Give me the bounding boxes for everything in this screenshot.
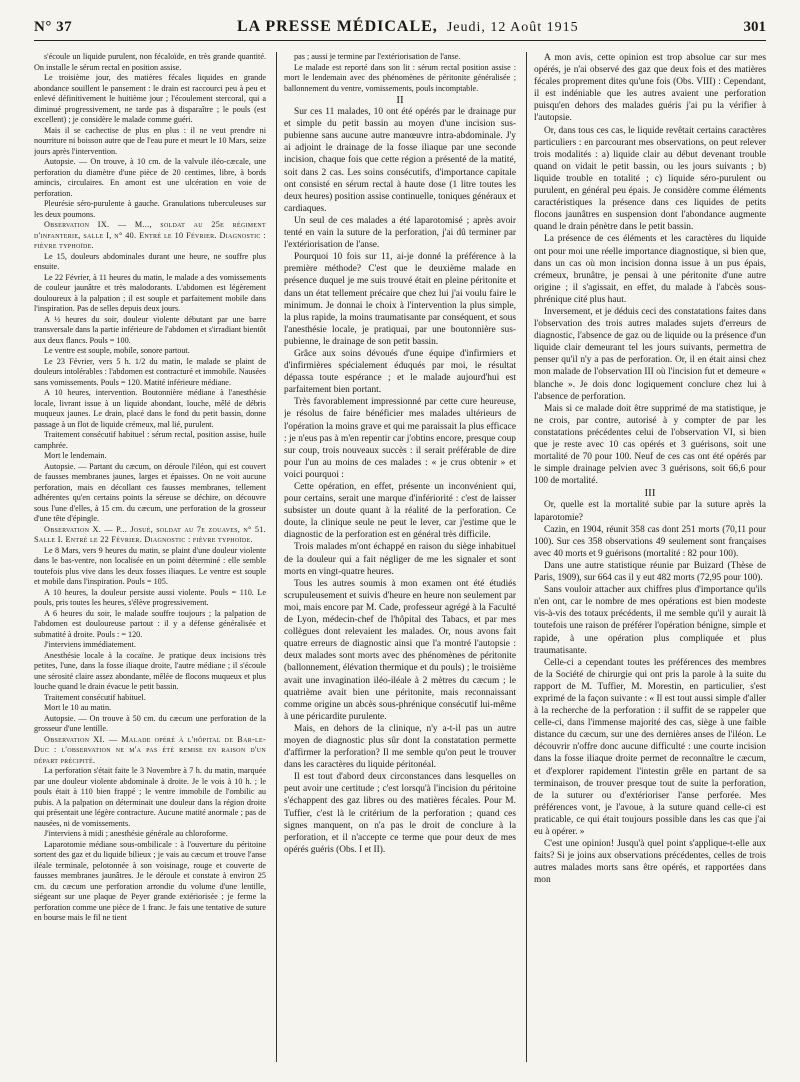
paragraph: Mort le 10 au matin. [44,703,112,712]
paragraph: Le 15, douleurs abdominales durant une heure, ne souffre plus ensuite. [34,251,266,271]
paragraph: A ½ heures du soir, douleur violente débutant par une barre transversale dans la partie inférieure de l'abdomen et s'irradiant bientôt aux deux flancs. Pouls = 100. [34,314,266,345]
page-number: 301 [743,18,766,35]
paragraph: Mais, en dehors de la clinique, n'y a-t-il pas un autre moyen de diagnostic plus sûr dont la constatation permette d'affirmer la perforation? Il me semble qu'on peut le trouver dans les caractères du liquide péritonéal. [284,723,516,771]
paragraph: Pourquoi 10 fois sur 11, ai-je donné la préférence à la première méthode? C'est que le deuxième malade en présence duquel je me suis trouvé était en pleine péritonite et dans un état tellement précaire que chez lui j'ai voulu faire le minimum. Je donnai le choix à l'intervention la plus simple, la plus rapide, la moins traumatisante par conséquent, et sous l'anesthésie locale, je pratiquai, par une boutonnière sus-pubienne, le drainage de son petit bassin. [284,252,516,347]
column-middle-text [284,106,516,856]
paragraph: Sur ces 11 malades, 10 ont été opérés par le drainage pur et simple du petit bassin au moyen d'une incision sus-pubienne sans aucune autre manœuvre intra-abdominale. J'y ai adjoint le drainage de la fosse iliaque par une seconde incision, chaque fois que cette région a présenté de la matité, soit dans 2 cas. Les soins consécutifs, d'importance capitale ont consisté en sérum rectal à haute dose (1 litre toutes les deux heures) position assise continuelle, toniques généraux et cardiaques. [284,107,516,214]
paragraph: Or, quelle est la mortalité subie par la suture après la laparotomie? [534,500,766,523]
paragraph: Anesthésie locale à la cocaïne. Je pratique deux incisions très petites, l'une, dans la fosse iliaque droite, l'autre médiane ; il s'écoule une sérosité claire assez abondante, mêlée de flocons muqueux et plus louche quand le drain évacue le petit bassin. [34,650,266,691]
issue-date: Jeudi, 12 Août 1915 [446,20,579,35]
paragraph: La perforation s'était faite le 3 Novembre à 7 h. du matin, marquée par une douleur violente abdominale à droite. Je le vois à 10 h. ; le pouls était à 110 bien frappé ; le ventre immobile de l'ombilic au pubis. A la palpation on déterminait une douleur dans la région droite qui présentait une légère contracture. Aucune matité anormale ; pas de nausées, ni de vomissements. [34,766,266,828]
paragraph: Grâce aux soins dévoués d'une équipe d'infirmiers et d'infirmières spécialement éduqués par moi, le résultat dépassa toute espérance ; et le malade aujourd'hui est parfaitement bien portant. [284,348,516,396]
column-left [34,52,266,1072]
paragraph: s'écoule un liquide purulent, non fécaloïde, en très grande quantité. On installe le sérum rectal en position assise. [34,52,266,72]
article-body [34,52,766,1072]
paragraph: Le troisième jour, des matières fécales liquides en grande abondance souillent le pansement : le drain est raccourci peu à peu et enlevé définitivement le huitième jour ; l'écoulement stercoral, qui a diminué progressivement, ne tarde pas à disparaître ; le pouls (est excellent) ; je considère le malade comme guéri. [34,73,266,124]
paragraph: Le 22 Février, à 11 heures du matin, le malade a des vomissements de couleur jaunâtre et très malodorants. L'abdomen est légèrement douloureux à la palpation ; il est souple et parfaitement mobile dans l'inspiration. Pas de selles depuis deux jours. [34,272,266,313]
paragraph: Dans une autre statistique réunie par Buizard (Thèse de Paris, 1909), sur 664 cas il y eut 482 morts (72,95 pour 100). [534,560,766,584]
paragraph: Observation XI. — Malade opéré à l'hôpital de Bar-le-Duc : l'observation ne m'a pas été remise en raison d'un départ précipité. [34,734,266,765]
column-right [534,52,766,1072]
paragraph: Très favorablement impressionné par cette cure heureuse, je résolus de faire bénéficier mes malades ultérieurs de l'opération la moins grave et qui me paraissait la plus efficace : je n'eus pas à m'en repentir car j'obtins encore, presque coup sur coup, trois nouveaux succès : il serait préférable de dire pour l'un au moins de ces malades : « je crus obtenir » et voici pourquoi : [284,397,516,480]
paragraph: Autopsie. — On trouve, à 10 cm. de la valvule iléo-cæcale, une perforation du diamètre d'une pièce de 20 centimes, libre, à bords amincis, circulaires. En amont est une ulcération en voie de perforation. [34,157,266,198]
paragraph: Cazin, en 1904, réunit 358 cas dont 251 morts (70,11 pour 100). Sur ces 358 observations 49 seulement sont françaises avec 40 morts et 9 guérisons (mortalité : 82 pour 100). [534,524,766,559]
paragraph: J'interviens immédiatement. [44,640,136,649]
column-left-text [34,52,266,924]
paragraph: Observation IX. — M..., soldat au 25e régiment d'infanterie, salle I, n° 40. Entré le 10 Février. Diagnostic : fièvre typhoïde. [34,220,266,250]
paragraph: Traitement consécutif habituel. [44,692,146,702]
paragraph: Inversement, et je déduis ceci des constatations faites dans l'observation des trois autres malades sujets d'erreurs de diagnostic, l'absence de gaz ou de liquide ou la présence d'un liquide clair demeurant tel les jours suivants, permettra de penser qu'il n'y a pas de perforation. Or, il en était ainsi chez mon malade de l'observation III où l'incision fut et demeure « blanche ». Je dois donc logiquement conclure chez lui à l'absence de perforation. [534,306,766,402]
paragraph: A 10 heures, intervention. Boutonnière médiane à l'anesthésie locale, livrant issue à un liquide abondant, louche, mêlé de débris muqueux jaunes. Le drain, placé dans le fond du petit bassin, donne passage à un flot de liquide crémeux, mal lié, purulent. [34,388,266,429]
paragraph: Le malade est reporté dans son lit : sérum rectal position assise : mort le lendemain avec des phénomènes de péritonite généralisée ; ballonnement du ventre, vomissements, pouls incomptable. [284,62,516,93]
journal-title [237,18,579,36]
paragraph: Sans vouloir attacher aux chiffres plus d'importance qu'ils n'en ont, car le nombre de mes opérations est bien modeste vis-à-vis des totaux précédents, il me semble qu'il y aurait là toutefois une raison de préférer l'opération bénigne, simple et rapide, à une opération plus compliquée et plus traumatisante. [534,585,766,656]
paragraph: Cette opération, en effet, présente un inconvénient qui, pour certains, serait une marque d'infériorité : c'est de laisser subsister un doute quant à la réalité de la perforation. Ce doute, la clinique seule ne peut le lever, car j'estime que le diagnostic de la perforation est en général très difficile. [284,482,516,541]
column-middle-end-obs [284,52,516,94]
paragraph: Il est tout d'abord deux circonstances dans lesquelles on peut avoir une certitude ; c'est lorsqu'à l'incision du péritoine s'échappent des gaz libres ou des matières fécales. Pour M. Tuffier, c'est là le critérium de la perforation ; quand ces signes manquent, on n'a pas le droit de conclure à la perforation, et il n'accepte ce terme que pour deux de mes opérés guéris (Obs. I et II). [284,772,516,855]
paragraph: C'est une opinion! Jusqu'à quel point s'applique-t-elle aux faits? Si je joins aux observations précédentes, celles de trois autres malades morts sans être opérés, et rapportées dans mon [534,839,766,886]
journal-name: LA PRESSE MÉDICALE, [236,18,438,35]
paragraph: Laparotomie médiane sous-ombilicale : à l'ouverture du péritoine sortent des gaz et du liquide bilieux ; je vais au cæcum et trouve l'anse iléale terminale, pelotonnée à son voisinage, rouge et couverte de fausses membranes jaunâtres. Je le déroule et constate à environ 25 cm. du cæcum une perforation arrondie du volume d'une lentille, siégeant sur une plaque de Peyer grande extériorisée ; je ferme la perforation comme une pièce de 1 franc. Je fais une tentative de suture en bourse mais le fil ne tient [34,839,266,922]
column-middle [284,52,516,1072]
page-header [34,14,766,41]
paragraph: Trois malades m'ont échappé en raison du siège inhabituel de la douleur qui a fait négliger de me les signaler et sont morts en vingt-quatre heures. [284,542,516,577]
paragraph: Le 8 Mars, vers 9 heures du matin, se plaint d'une douleur violente dans le bas-ventre, non localisée en un point déterminé : elle semble toutefois plus vive dans les deux fosses iliaques. Le ventre est souple et mobile dans l'inspiration. Pouls = 105. [34,545,266,586]
section-heading-ii: II [396,94,404,106]
paragraph: pas ; aussi je termine par l'extériorisation de l'anse. [294,52,461,61]
paragraph: Un seul de ces malades a été laparotomisé ; après avoir tenté en vain la suture de la perforation, j'ai dû terminer par l'extériorisation de l'anse. [284,215,516,251]
paragraph: Mais il se cachectise de plus en plus : il ne veut prendre ni nourriture ni boisson autre que de l'eau pure et meurt le 10 Mars, seize jours après l'intervention. [34,125,266,156]
paragraph: La présence de ces éléments et les caractères du liquide ont pour moi une réelle importance diagnostique, si bien que, dans un cas où mon incision donna issue à un pus épais, crémeux, brunâtre, je pensai à une péritonite d'une autre origine ; il s'agissait, en effet, du malade à l'abcès sous-phrénique cité plus haut. [534,234,766,305]
paragraph: Tous les autres soumis à mon examen ont été étudiés scrupuleusement et suivis d'heure en heure non seulement par moi, mais encore par M. Cade, professeur agrégé à la Faculté de Lyon, médecin-chef de l'hôpital des Tabacs, et par mes collègues dont relevaient les malades. Or, nous avons fait quatre erreurs de diagnostic ainsi que l'a montré l'autopsie : deux malades sont morts avec des phénomènes de péritonite (ballonnement, élévation thermique et du pouls) ; le troisième avait une invagination iléo-iléale à 2 mètres du cæcum ; le quatrième avait bien une péritonite, mais reconnaissant comme origine un abcès sous-phrénique consécutif lui-même à une péricardite purulente. [284,578,516,722]
column-right-text [534,52,766,487]
paragraph: Le 23 Février, vers 5 h. 1/2 du matin, le malade se plaint de douleurs intolérables : l'abdomen est contracturé et immobile. Nausées sans vomissements. Pouls = 120. Matité inférieure médiane. [34,356,266,387]
paragraph: Mais si ce malade doit être supprimé de ma statistique, je ne crois, par contre, autorisé à y compter de par les constatations précédentes celui de l'observation VI, si bien que je reste avec 10 cas opérés et 3 guérisons, soit une mortalité de 70 pour 100. Neuf de ces cas ont été opérés par le simple drainage pelvien avec 3 guérisons, soit 66,6 pour 100 de mortalité. [534,403,766,487]
paragraph: Mort le lendemain. [44,451,107,460]
paragraph: A 6 heures du soir, le malade souffre toujours ; la palpation de l'abdomen est douloureuse partout : il y a défense généralisée et submatité à droite. Pouls : = 120. [34,608,266,639]
paragraph: A 10 heures, la douleur persiste aussi violente. Pouls = 110. Le pouls, pris toutes les heures, s'élève progressivement. [34,587,266,607]
paragraph: Autopsie. — On trouve à 50 cm. du cæcum une perforation de la grosseur d'une lentille. [34,713,266,733]
paragraph: Autopsie. — Partant du cæcum, on déroule l'iléon, qui est couvert de fausses membranes jaunes, larges et épaisses. On ne voit aucune perforation, mais en décollant ces fausses membranes, tellement adhérentes qu'en certains points la séreuse se déchire, on découvre sous l'une d'elles, à 15 cm. du cæcum, une perforation de la grosseur d'une tête d'épingle. [34,461,266,523]
paragraph: Or, dans tous ces cas, le liquide revêtait certains caractères particuliers : en parcourant mes observations, on peut relever trois modalités : a) liquide clair au début devenant trouble quand on vidait le petit bassin, ou les jours suivants ; b) liquide trouble en totalité ; c) liquide séro-purulent ou purulent, en général peu épais. Je considère comme éléments caractéristiques la présence dans ces liquides de petits flocons jaunâtres en suspension dont l'abondance augmente quand le drain pénètre dans le petit bassin. [534,125,766,233]
paragraph: Observation X. — P... Josué, soldat au 7e zouaves, n° 51. Salle I. Entré le 22 Février. Diagnostic : fièvre typhoïde. [34,524,266,544]
paragraph: A mon avis, cette opinion est trop absolue car sur mes opérés, je n'ai observé des gaz que deux fois et des matières fécales proprement dites qu'une fois (Obs. VIII) : Cependant, il est indéniable que les autres avaient une perforation puisqu'en dehors des malades guéris j'ai pu la vérifier à l'autopsie. [534,53,766,124]
issue-number: N° 37 [34,18,73,35]
column-right-text-iii [534,499,766,886]
paragraph: Pleurésie séro-purulente à gauche. Granulations tuberculeuses sur les deux poumons. [34,199,266,219]
paragraph: Celle-ci a cependant toutes les préférences des membres de la Société de chirurgie qui ont pris la parole à la suite du rapport de M. Tuffier, M. Morestin, en particulier, s'est exprimé de la façon suivante : « Il est tout aussi simple d'aller à la recherche de la perforation : il suffit de se rappeler que celle-ci, dans l'immense majorité des cas, siège à une faible distance du cæcum, sur une des dernières anses de l'iléon. Le découvrir n'offre donc aucune difficulté : une courte incision dans la fosse iliaque droite permet de reconnaître le cæcum, et d'explorer rapidement l'intestin grêle en partant de sa terminaison, de trouver presque tout de suite la perforation, de la suturer ou d'extérioriser l'anse perforée. Mes préférences vont, je l'avoue, à la suture quand celle-ci est praticable, ce qui était toujours possible dans les cas que j'ai eu à opérer. » [534,657,766,837]
paragraph: J'interviens à midi ; anesthésie générale au chloroforme. [44,829,228,838]
paragraph: Traitement consécutif habituel : sérum rectal, position assise, huile camphrée. [34,430,266,450]
section-heading-iii: III [644,487,656,500]
paragraph: Le ventre est souple, mobile, sonore partout. [44,346,190,355]
